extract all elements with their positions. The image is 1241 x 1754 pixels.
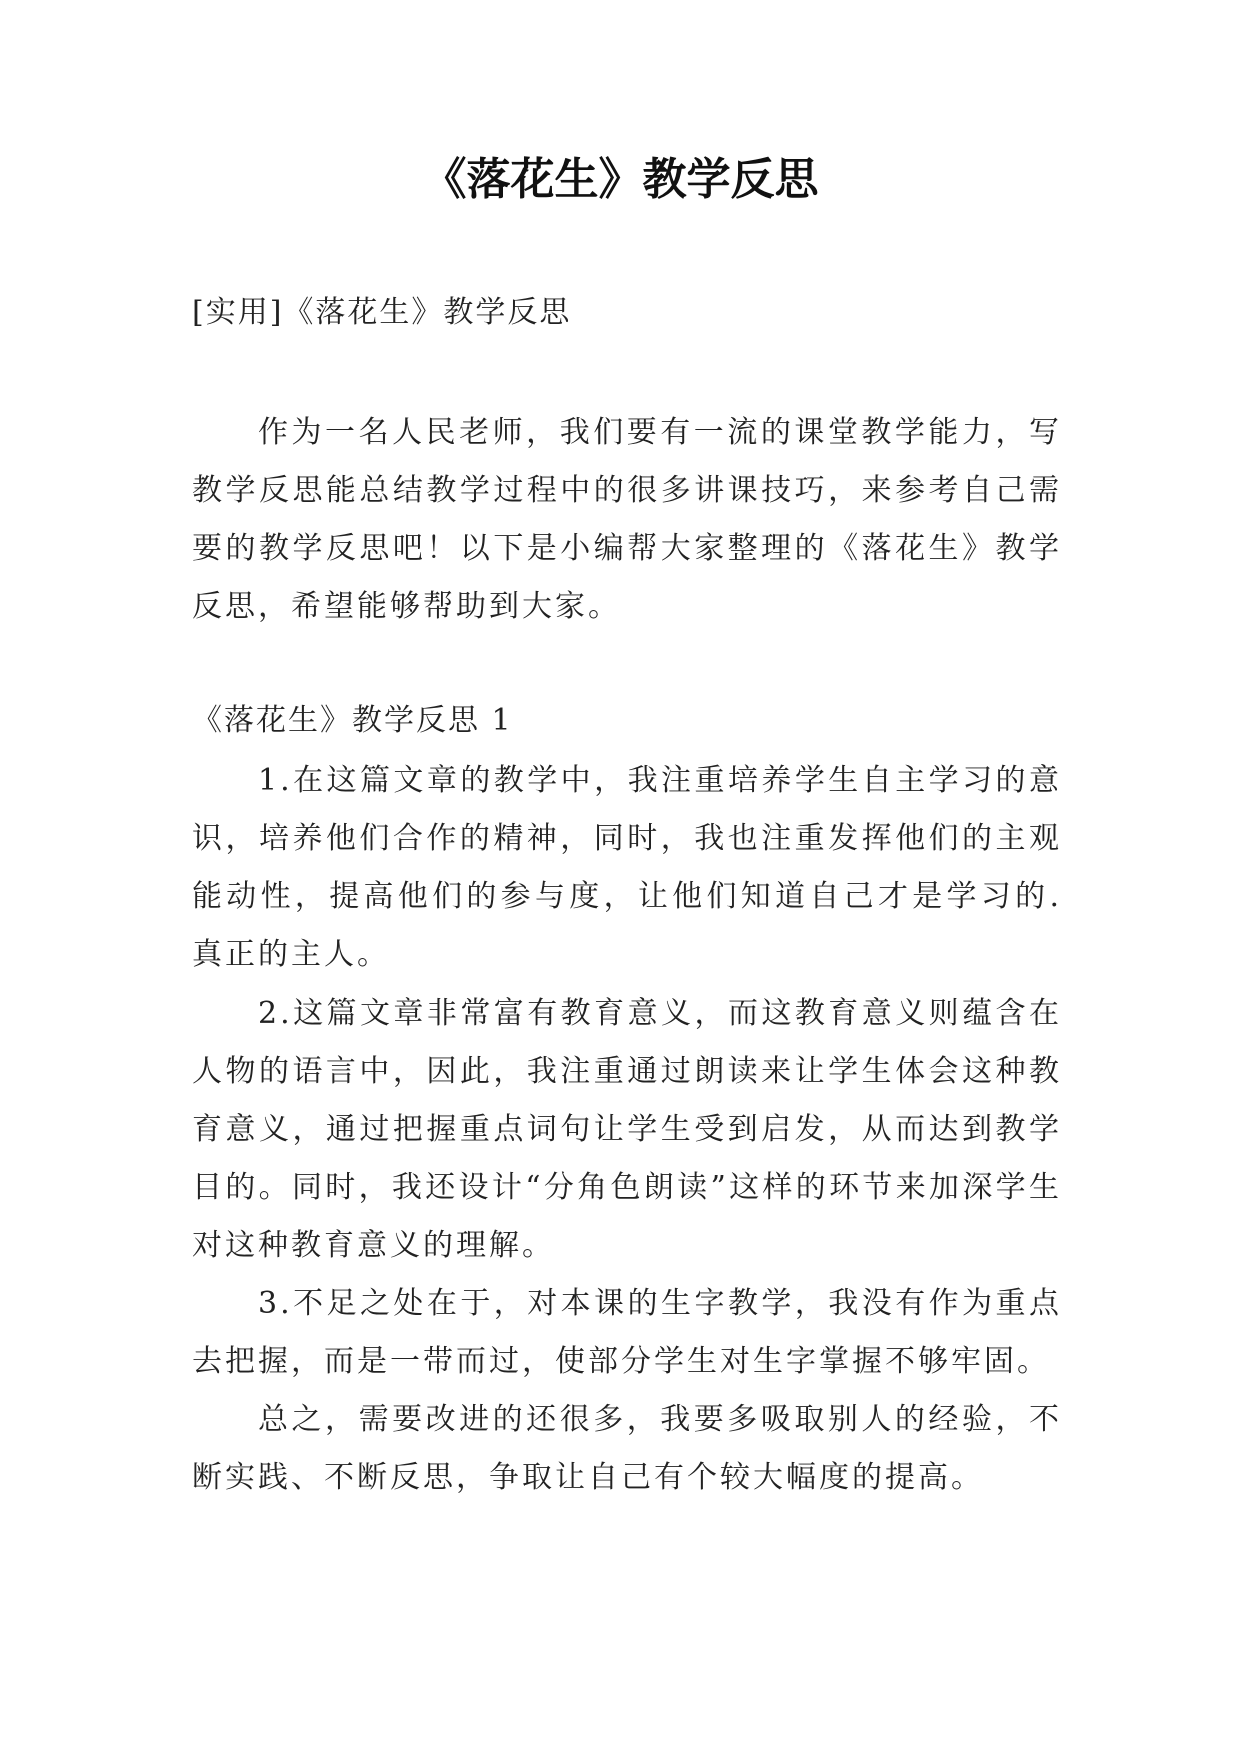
- document-subtitle: [实用]《落花生》教学反思: [192, 295, 572, 330]
- intro-paragraph: 作为一名人民老师，我们要有一流的课堂教学能力，写教学反思能总结教学过程中的很多讲课技巧，来参考自己需要的教学反思吧！以下是小编帮大家整理的《落花生》教学反思，希望能够帮助到大家。: [192, 415, 1062, 624]
- document-title: 《落花生》教学反思: [422, 154, 819, 205]
- reflection-paragraph-1: 1.在这篇文章的教学中，我注重培养学生自主学习的意识，培养他们合作的精神，同时，我也注重发挥他们的主观能动性，提高他们的参与度，让他们知道自己才是学习的.真正的主人。: [192, 763, 1062, 972]
- reflection-paragraph-3: 3.不足之处在于，对本课的生字教学，我没有作为重点去把握，而是一带而过，使部分学生对生字掌握不够牢固。: [192, 1286, 1062, 1379]
- section-heading: 《落花生》教学反思 1: [192, 703, 513, 738]
- summary-paragraph: 总之，需要改进的还很多，我要多吸取别人的经验，不断实践、不断反思，争取让自己有个较大幅度的提高。: [192, 1402, 1062, 1495]
- reflection-paragraph-2: 2.这篇文章非常富有教育意义，而这教育意义则蕴含在人物的语言中，因此，我注重通过朗读来让学生体会这种教育意义，通过把握重点词句让学生受到启发，从而达到教学目的。同时，我还设计“分角色朗读”这样的环节来加深学生对这种教育意义的理解。: [192, 996, 1062, 1263]
